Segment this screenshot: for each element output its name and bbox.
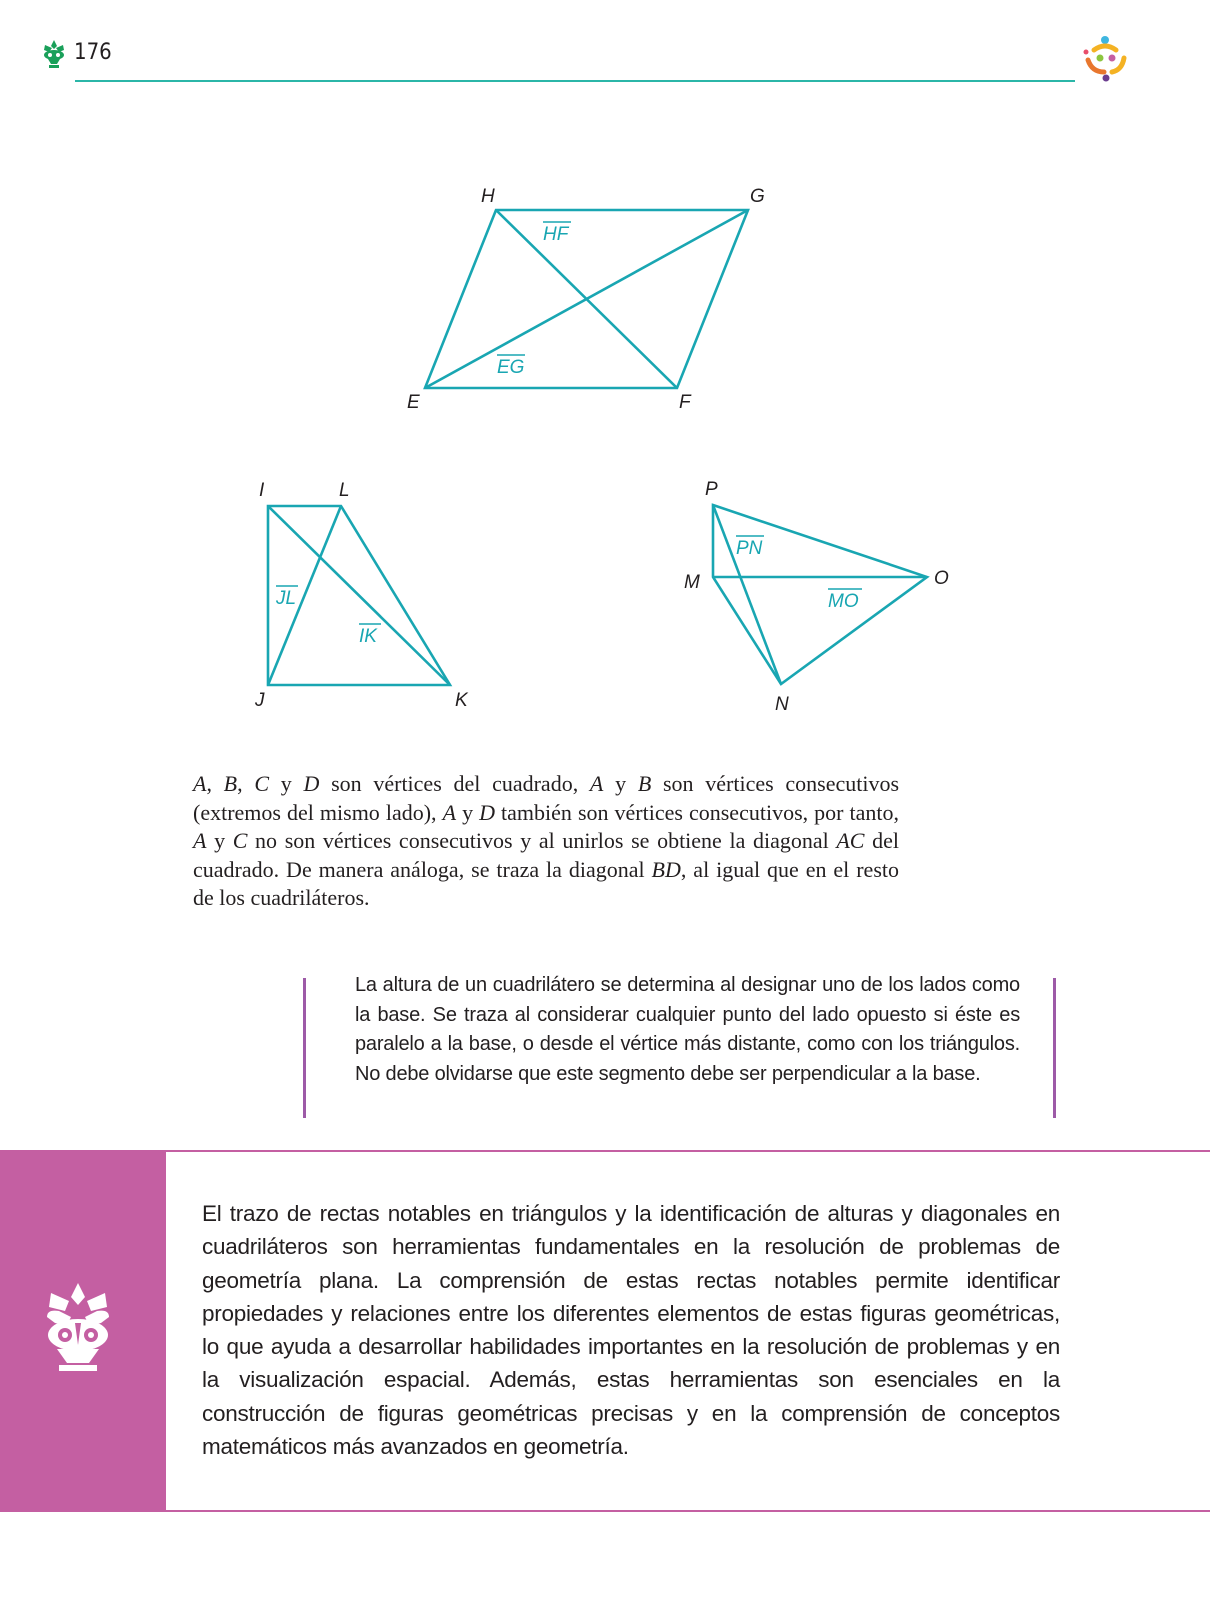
kite-figure [684, 479, 949, 715]
page-number: 176 [74, 40, 112, 65]
vertex-label-m: M [684, 572, 700, 593]
quadrilateral-figures [0, 0, 1214, 740]
vertex-label-n: N [775, 694, 789, 715]
vertex-label-f: F [679, 392, 691, 413]
diagonal-label-hf: HF [543, 224, 569, 245]
diagonal-label-eg: EG [497, 357, 525, 378]
parallelogram-figure [407, 186, 765, 413]
summary-top-rule [0, 1150, 1210, 1152]
kite-outline [713, 505, 927, 684]
note-text: La altura de un cuadrilátero se determina al designar uno de los lados como la base. Se traza al considerar cualquier punto del lado opuesto si éste es paralelo a la base, o desde el vértice más distante, como con los triángulos. No debe olvidarse que este segmento debe ser perpendicular a la base. [355, 974, 1020, 1085]
diagonal-label-mo: MO [828, 591, 859, 612]
vertex-label-g: G [750, 186, 765, 207]
vertex-label-e: E [407, 392, 420, 413]
summary-text: El trazo de rectas notables en triángulos y la identificación de alturas y diagonales en cuadriláteros son herramientas fundamentales en la resolución de problemas de geometría plana. La comprensión de estas rectas notables permite identificar propiedades y relaciones entre los diferentes elementos de estas figuras geométricas, lo que ayuda a desarrollar habilidades importantes en la resolución de problemas y en la visualización espacial. Además, estas herramientas son esenciales en la construcción de figuras geométricas precisas y en la comprensión de conceptos matemáticos más avanzados en geometría. [202, 1201, 1060, 1460]
note-right-bar [1053, 978, 1056, 1118]
diagonal-label-pn: PN [736, 538, 763, 559]
vertex-label-k: K [455, 690, 468, 711]
diagonal-label-ik: IK [359, 626, 377, 647]
vertex-label-p: P [705, 479, 718, 500]
note-left-bar [303, 978, 306, 1118]
vertex-label-h: H [481, 186, 495, 207]
decorative-emblem-icon [45, 1283, 111, 1371]
diagonal-label-jl: JL [276, 588, 297, 609]
vertex-label-i: I [259, 480, 265, 501]
trapezoid-figure [254, 480, 469, 711]
diagonal-eg-line [425, 210, 748, 388]
vertex-label-j: J [255, 690, 265, 711]
vertex-label-o: O [934, 568, 949, 589]
main-paragraph: A, B, C y D son vértices del cuadrado, A y B son vértices consecutivos (extremos del mismo lado), A y D también son vértices consecutivos, por tanto, A y C no son vértices consecutivos y al unirlos se obtiene la diagonal AC del cuadrado. De manera análoga, se traza la diagonal BD, al igual que en el resto de los cuadriláteros. [193, 771, 900, 910]
summary-bottom-rule [0, 1510, 1210, 1512]
vertex-label-l: L [339, 480, 350, 501]
